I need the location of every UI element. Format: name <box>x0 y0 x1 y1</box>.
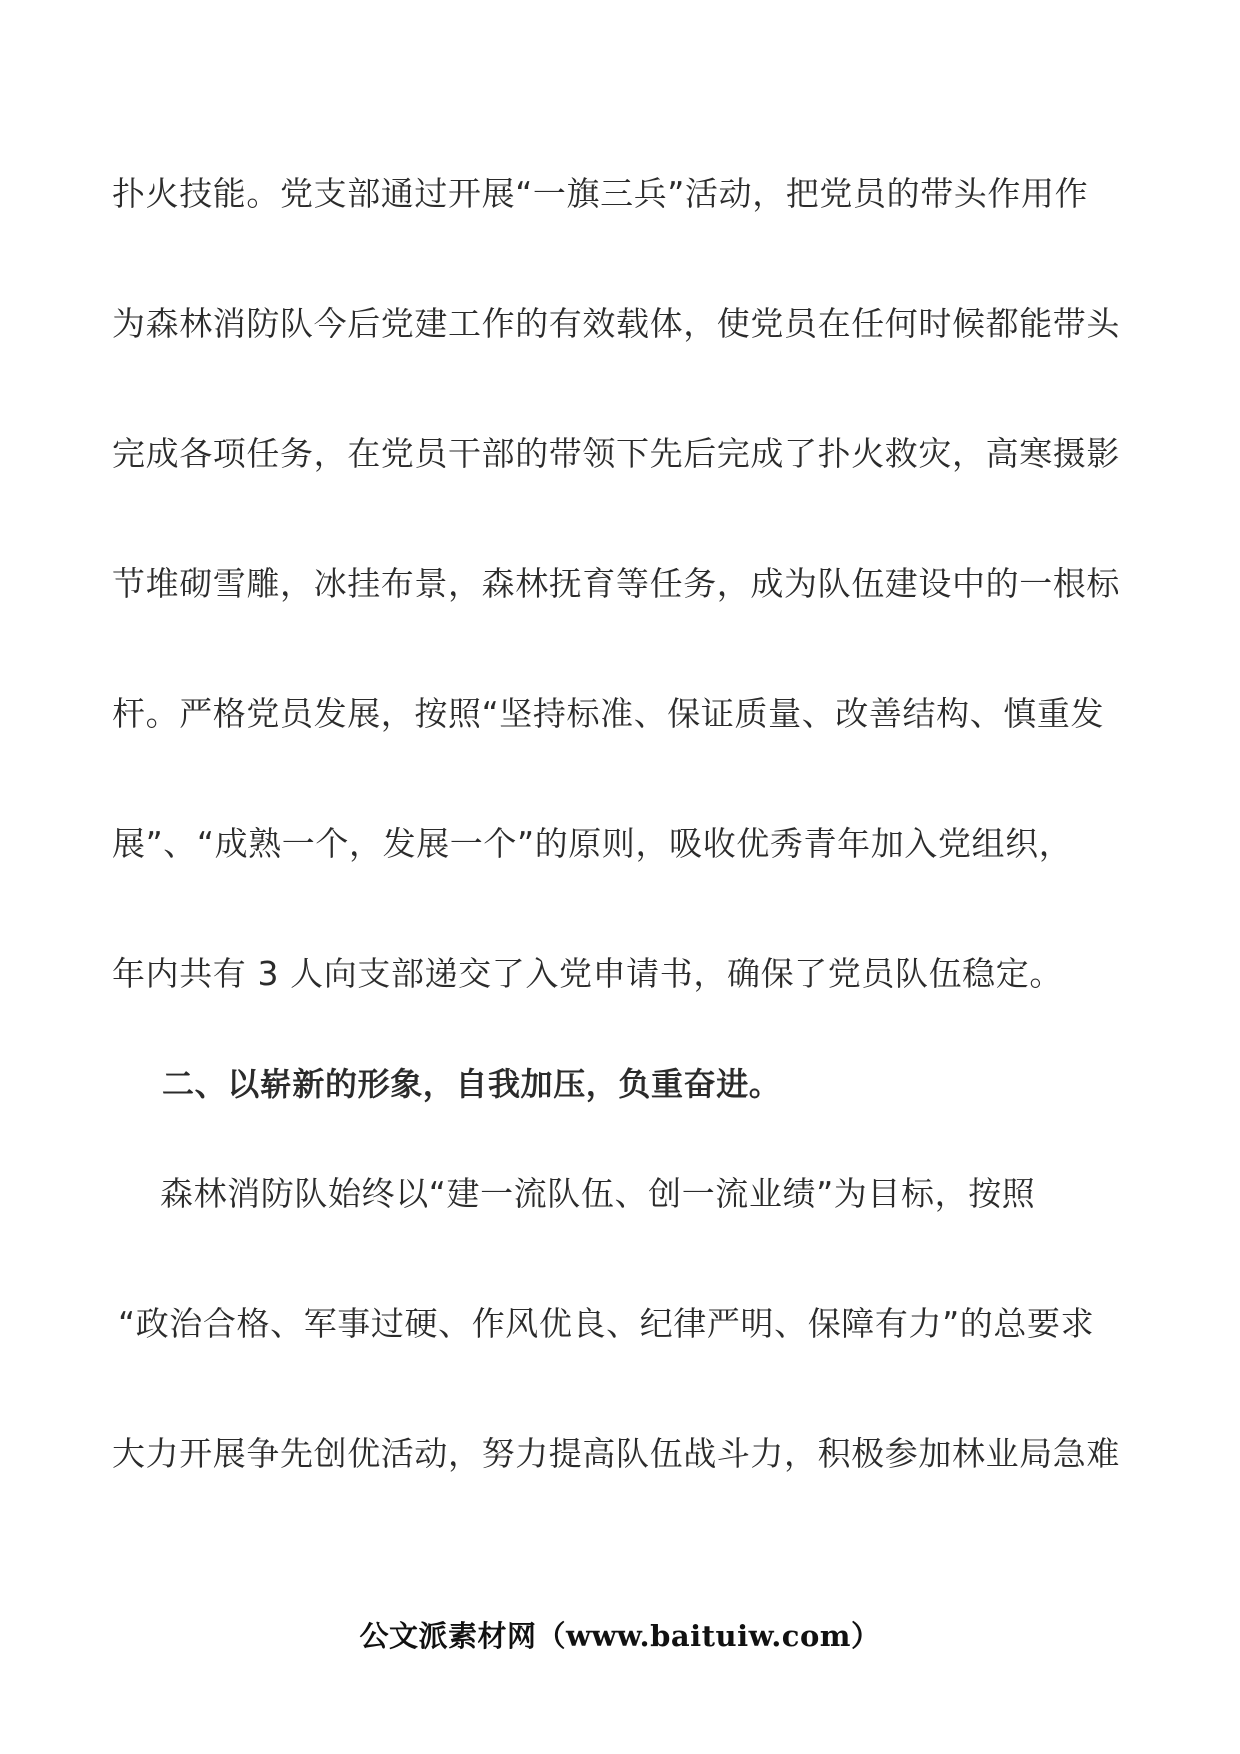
body-text-line: 扑火技能。党支部通过开展“一旗三兵”活动，把党员的带头作用作 <box>112 174 1089 213</box>
body-text-line: 年内共有 3 人向支部递交了入党申请书，确保了党员队伍稳定。 <box>112 954 1063 993</box>
body-text-line: 森林消防队始终以“建一流队伍、创一流业绩”为目标，按照 <box>160 1174 1036 1213</box>
body-text-line: 展”、“成熟一个，发展一个”的原则，吸收优秀青年加入党组织， <box>112 824 1073 863</box>
body-text-line: 大力开展争先创优活动，努力提高队伍战斗力，积极参加林业局急难 <box>112 1434 1120 1473</box>
body-text-line: 杆。严格党员发展，按照“坚持标准、保证质量、改善结构、慎重发 <box>112 694 1105 733</box>
page-footer: 公文派素材网（www.baituiw.com） <box>359 1619 881 1653</box>
section-heading: 二、以崭新的形象，自我加压，负重奋进。 <box>162 1065 782 1103</box>
body-text-line: “政治合格、军事过硬、作风优良、纪律严明、保障有力”的总要求 <box>118 1304 1095 1343</box>
body-text-line: 节堆砌雪雕，冰挂布景，森林抚育等任务，成为队伍建设中的一根标 <box>112 564 1120 603</box>
body-text-line: 为森林消防队今后党建工作的有效载体，使党员在任何时候都能带头 <box>112 304 1120 343</box>
body-text-line: 完成各项任务，在党员干部的带领下先后完成了扑火救灾，高寒摄影 <box>112 434 1120 473</box>
